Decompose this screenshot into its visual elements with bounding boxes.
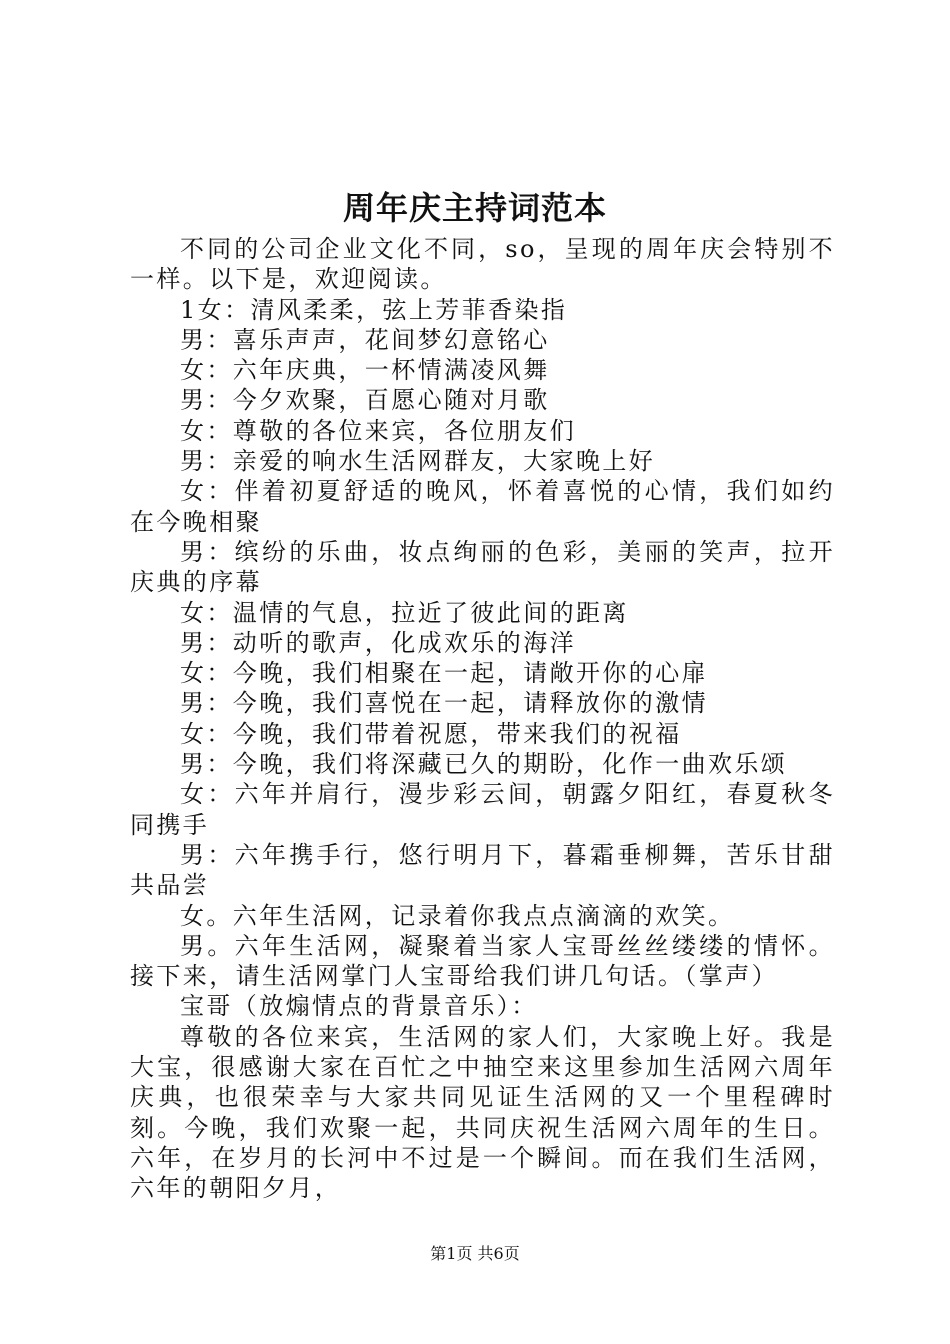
paragraph-line: 女。六年生活网，记录着你我点点滴滴的欢笑。	[180, 901, 735, 930]
document-title: 周年庆主持词范本	[342, 189, 607, 227]
paragraph-line: 男：今晚，我们将深藏已久的期盼，化作一曲欢乐颂	[180, 750, 788, 779]
paragraph-line: 女：六年并肩行，漫步彩云间，朝露夕阳红，春夏秋冬同携手	[130, 780, 835, 839]
paragraph-line: 女：伴着初夏舒适的晚风，怀着喜悦的心情，我们如约在今晚相聚	[130, 477, 835, 536]
paragraph-speech: 尊敬的各位来宾，生活网的家人们，大家晚上好。我是大宝，很感谢大家在百忙之中抽空来这里参加生活网六周年庆典，也很荣幸与大家共同见证生活网的又一个里程碑时刻。今晚，我们欢聚一起，共同庆祝生活网六周年的生日。六年，在岁月的长河中不过是一个瞬间。而在我们生活网，六年的朝阳夕月，	[130, 1022, 835, 1203]
paragraph-line: 男：动听的歌声，化成欢乐的海洋	[180, 628, 576, 657]
paragraph-line: 女：六年庆典，一杯情满凌风舞	[180, 356, 550, 385]
paragraph-line: 女：尊敬的各位来宾，各位朋友们	[180, 416, 576, 445]
paragraph-line: 1女：清风柔柔，弦上芳菲香染指	[180, 295, 568, 324]
paragraph-line: 男：亲爱的响水生活网群友，大家晚上好	[180, 447, 656, 476]
paragraph-intro: 不同的公司企业文化不同，so，呈现的周年庆会特别不一样。以下是，欢迎阅读。	[130, 235, 835, 294]
paragraph-line: 男：喜乐声声，花间梦幻意铭心	[180, 325, 550, 354]
paragraph-line: 宝哥（放煽情点的背景音乐）：	[180, 992, 538, 1021]
paragraph-line: 女：今晚，我们相聚在一起，请敞开你的心扉	[180, 659, 708, 688]
paragraph-line: 女：今晚，我们带着祝愿，带来我们的祝福	[180, 719, 682, 748]
paragraph-line: 男。六年生活网，凝聚着当家人宝哥丝丝缕缕的情怀。接下来，请生活网掌门人宝哥给我们讲几句话。（掌声）	[130, 931, 835, 991]
paragraph-line: 女：温情的气息，拉近了彼此间的距离	[180, 598, 629, 627]
page-number-footer: 第1页 共6页	[430, 1244, 520, 1263]
paragraph-line: 男：缤纷的乐曲，妆点绚丽的色彩，美丽的笑声，拉开庆典的序幕	[130, 537, 835, 597]
paragraph-line: 男：今夕欢聚，百愿心随对月歌	[180, 386, 550, 415]
document-body	[130, 234, 835, 1204]
paragraph-line: 男：六年携手行，悠行明月下，暮霜垂柳舞，苦乐甘甜共品尝	[130, 840, 835, 900]
paragraph-line: 男：今晚，我们喜悦在一起，请释放你的激情	[180, 689, 708, 718]
